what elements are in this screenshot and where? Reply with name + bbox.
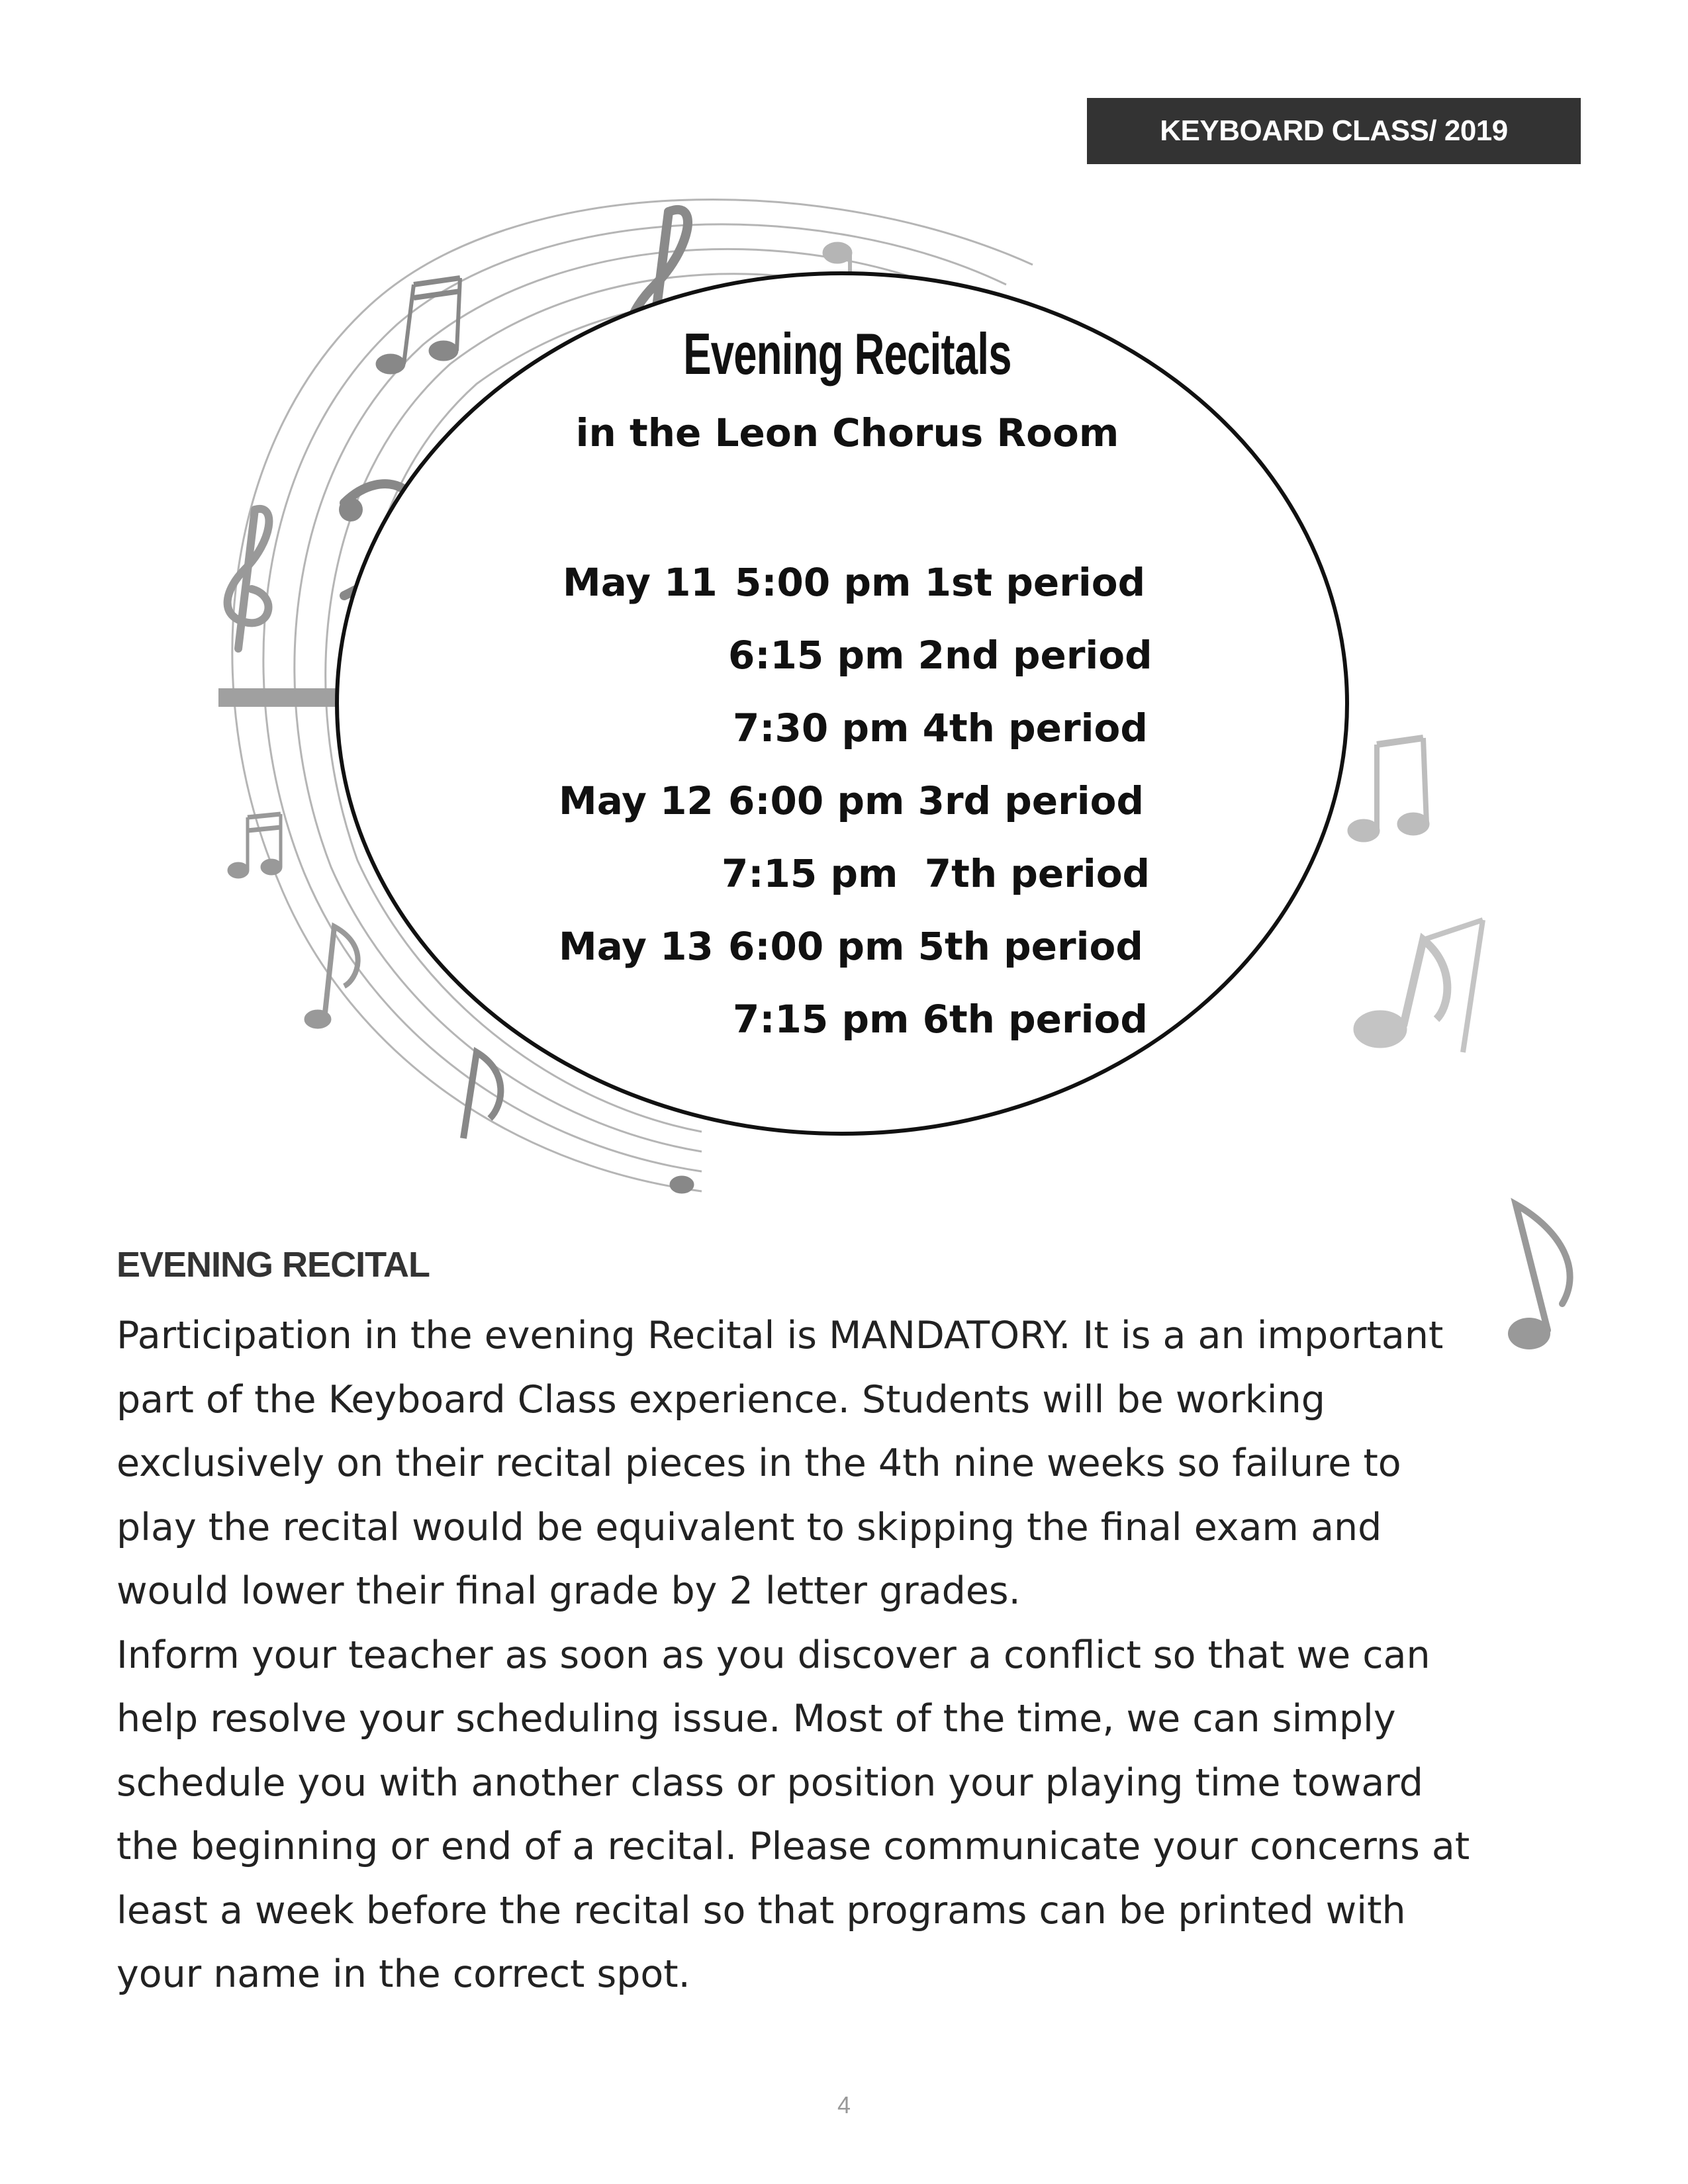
schedule-row (559, 920, 1158, 993)
eighth-note-icon (1496, 1191, 1589, 1363)
schedule-time: 7:15 pm 7th period (722, 851, 1150, 896)
schedule-time: 7:30 pm 4th period (733, 705, 1148, 751)
page-number: 4 (837, 2091, 851, 2118)
section-heading: EVENING RECITAL (117, 1245, 430, 1285)
schedule-row (563, 847, 1158, 920)
eighth-note-icon (1354, 920, 1483, 1052)
recital-schedule (559, 556, 1158, 1066)
schedule-date: May 12 (559, 778, 714, 823)
schedule-date: May 13 (559, 924, 714, 969)
schedule-time: 6:00 pm 3rd period (728, 778, 1144, 823)
schedule-time: 7:15 pm 6th period (733, 997, 1148, 1042)
section-body (117, 1304, 1480, 2007)
recital-card (503, 318, 1192, 455)
eighth-note-icon (305, 927, 358, 1028)
schedule-time: 6:00 pm 5th period (728, 924, 1143, 969)
body-paragraph: Inform your teacher as soon as you discover a conflict so that we can help resolve your scheduling issue. Most of the time, we can simply schedule you with another class or position your playing time toward the beginning or end of a recital. Please communicate your concerns at least a week before the recital so that programs can be printed with your name in the correct spot. (117, 1633, 1470, 1996)
body-paragraph: Participation in the evening Recital is MANDATORY. It is a an important part of the Keyboard Class experience. Students will be working exclusively on their recital pieces in the 4th nine weeks so failure to play the recital would be equivalent to skipping the final exam and would lower their final grade by 2 letter grades. (117, 1314, 1444, 1613)
recital-location: in the Leon Chorus Room (575, 410, 1119, 455)
schedule-row (563, 556, 1158, 629)
header-tag: KEYBOARD CLASS/ 2019 (1087, 98, 1581, 164)
schedule-date: May 11 (563, 560, 718, 605)
schedule-time: 5:00 pm 1st period (735, 560, 1146, 605)
beamed-notes-icon (228, 814, 282, 878)
beamed-notes-icon (1348, 738, 1429, 842)
recital-title: Evening Recitals (683, 321, 1011, 387)
schedule-row (563, 702, 1158, 774)
schedule-row (559, 774, 1158, 847)
schedule-row (563, 993, 1158, 1066)
schedule-time: 6:15 pm 2nd period (728, 633, 1152, 678)
schedule-row (563, 629, 1158, 702)
